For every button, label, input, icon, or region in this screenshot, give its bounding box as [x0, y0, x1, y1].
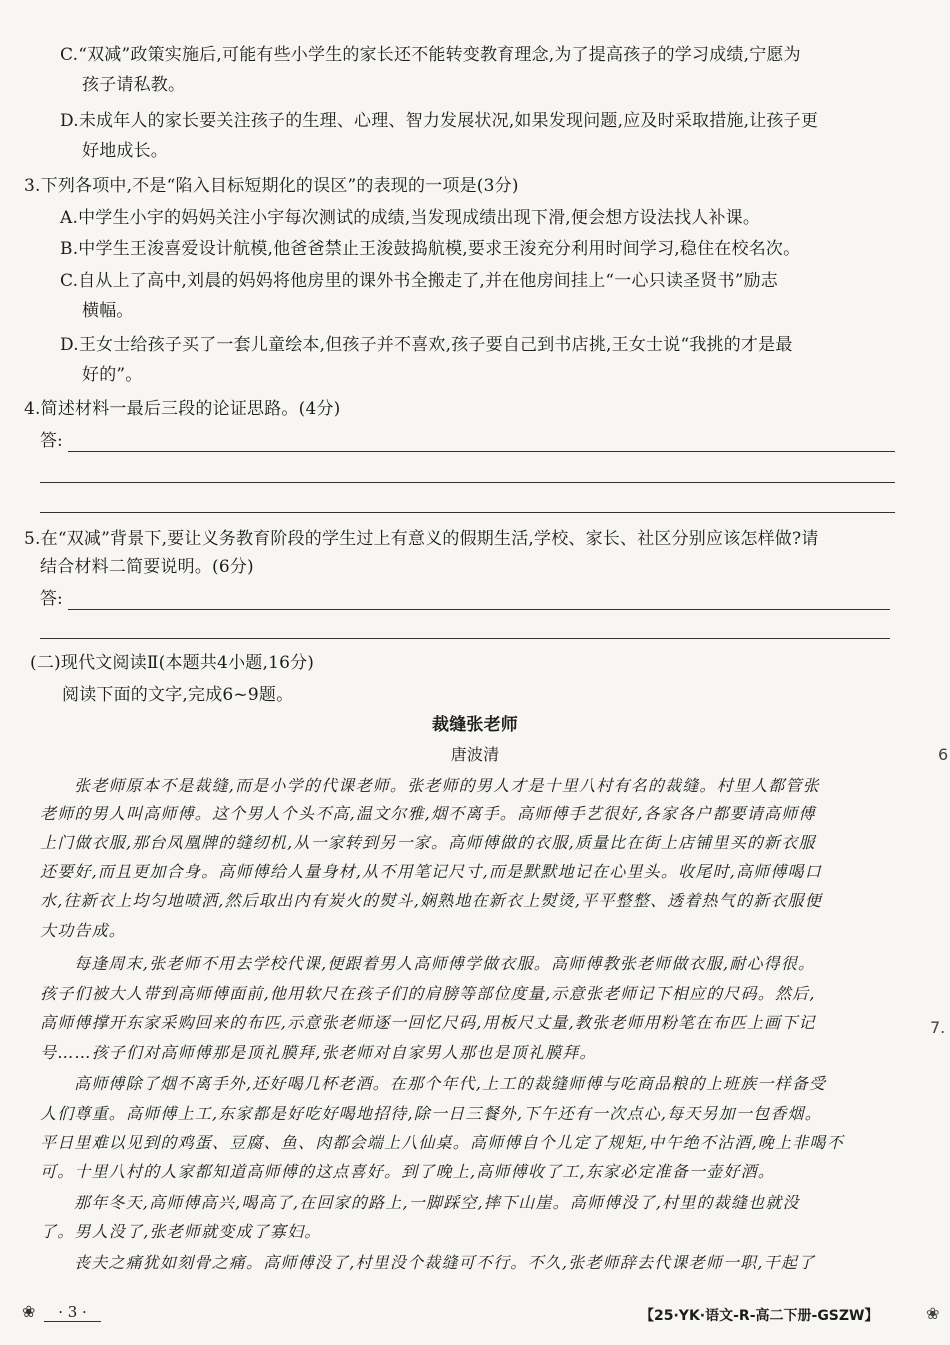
passage-line: 老师的男人叫高师傅。这个男人个头不高,温文尔雅,烟不离手。高师傅手艺很好,各家各户都要请高师傅: [40, 804, 816, 823]
flower-ornament-icon: ❀: [22, 1302, 36, 1321]
q5-stem-line2: 结合材料二简要说明。(6分): [40, 557, 254, 577]
flower-ornament-icon: ❀: [926, 1304, 940, 1323]
margin-mark-7: 7.: [930, 1018, 946, 1037]
passage-line: 丧夫之痛犹如刻骨之痛。高师傅没了,村里没个裁缝可不行。不久,张老师辞去代课老师一职,干起了: [74, 1253, 816, 1272]
q4-answer-label: 答:: [40, 431, 63, 451]
q3-option-a: A.中学生小宇的妈妈关注小宇每次测试的成绩,当发现成绩出现下滑,便会想方设法找人补课。: [60, 208, 761, 228]
section2-heading: (二)现代文阅读Ⅱ(本题共4小题,16分): [30, 653, 315, 673]
q2-option-d-line2: 好地成长。: [82, 141, 168, 161]
q4-answer-line-2: [40, 482, 895, 483]
q2-option-d-line1: D.未成年人的家长要关注孩子的生理、心理、智力发展状况,如果发现问题,应及时采取措施,让孩子更: [60, 111, 819, 131]
passage-line: 平日里难以见到的鸡蛋、豆腐、鱼、肉都会端上八仙桌。高师傅自个儿定了规矩,中午绝不沾酒,晚上非喝不: [40, 1133, 844, 1152]
passage-line: 每逢周末,张老师不用去学校代课,便跟着男人高师傅学做衣服。高师傅教张老师做衣服,耐心得很。: [74, 954, 816, 973]
passage-line: 孩子们被大人带到高师傅面前,他用软尺在孩子们的肩膀等部位度量,示意张老师记下相应的尺码。然后,: [40, 984, 816, 1003]
margin-mark-6: 6: [938, 745, 949, 764]
passage-line: 水,往新衣上均匀地喷洒,然后取出内有炭火的熨斗,娴熟地在新衣上熨烫,平平整整、透着热气的新衣服便: [40, 891, 822, 910]
passage-line: 高师傅除了烟不离手外,还好喝几杯老酒。在那个年代,上工的裁缝师傅与吃商品粮的上班族一样备受: [74, 1074, 827, 1093]
q3-option-b: B.中学生王浚喜爱设计航模,他爸爸禁止王浚鼓捣航模,要求王浚充分利用时间学习,稳住在校名次。: [60, 239, 801, 259]
q2-option-c-line1: C.“双减”政策实施后,可能有些小学生的家长还不能转变教育理念,为了提高孩子的学习成绩,宁愿为: [60, 45, 801, 65]
q5-answer-area[interactable]: [40, 588, 890, 610]
q3-stem: 3.下列各项中,不是“陷入目标短期化的误区”的表现的一项是(3分): [24, 176, 519, 196]
q2-option-c-line2: 孩子请私教。: [82, 75, 186, 95]
q4-answer-line-1: [68, 451, 895, 452]
page-number: 3: [67, 1303, 78, 1321]
q3-option-d-line1: D.王女士给孩子买了一套儿童绘本,但孩子并不喜欢,孩子要自己到书店挑,王女士说“我挑的才是最: [60, 335, 793, 355]
q3-option-d-line2: 好的”。: [82, 365, 143, 385]
q5-answer-line-1: [68, 609, 890, 610]
passage-line: 可。十里八村的人家都知道高师傅的这点喜好。到了晚上,高师傅收了工,东家必定准备一壶好酒。: [40, 1162, 775, 1181]
page-footer-code: 【25·YK·语文-R-高二下册-GSZW】: [640, 1308, 879, 1324]
q4-answer-line-3: [40, 512, 895, 513]
passage-line: 人们尊重。高师傅上工,东家都是好吃好喝地招待,除一日三餐外,下午还有一次点心,每天另加一包香烟。: [40, 1104, 822, 1123]
passage-line: 大功告成。: [40, 921, 127, 940]
section2-instruction: 阅读下面的文字,完成6~9题。: [62, 685, 294, 705]
page-footer-left: ❀ · 3 ·: [22, 1302, 101, 1322]
q5-answer-line-2: [40, 638, 890, 639]
q5-answer-label: 答:: [40, 589, 63, 609]
passage-author: 唐波清: [450, 745, 500, 764]
passage-line: 了。男人没了,张老师就变成了寡妇。: [40, 1222, 322, 1241]
passage-line: 那年冬天,高师傅高兴,喝高了,在回家的路上,一脚踩空,摔下山崖。高师傅没了,村里的裁缝也就没: [74, 1193, 800, 1212]
q5-stem-line1: 5.在“双减”背景下,要让义务教育阶段的学生过上有意义的假期生活,学校、家长、社区分别应该怎样做?请: [24, 529, 819, 549]
passage-line: 张老师原本不是裁缝,而是小学的代课老师。张老师的男人才是十里八村有名的裁缝。村里人都管张: [74, 776, 820, 795]
passage-title: 裁缝张老师: [432, 715, 518, 735]
passage-line: 上门做衣服,那台凤凰牌的缝纫机,从一家转到另一家。高师傅做的衣服,质量比在街上店铺里买的新衣服: [40, 833, 816, 852]
q4-answer-area[interactable]: [40, 430, 895, 452]
q4-stem: 4.简述材料一最后三段的论证思路。(4分): [24, 399, 341, 419]
passage-line: 高师傅撑开东家采购回来的布匹,示意张老师逐一回忆尺码,用板尺丈量,教张老师用粉笔在布匹上画下记: [40, 1013, 816, 1032]
passage-line: 还要好,而且更加合身。高师傅给人量身材,从不用笔记尺寸,而是默默地记在心里头。收尾时,高师傅喝口: [40, 862, 822, 881]
q3-option-c-line2: 横幅。: [82, 301, 134, 321]
passage-line: 号……孩子们对高师傅那是顶礼膜拜,张老师对自家男人那也是顶礼膜拜。: [40, 1043, 597, 1062]
q3-option-c-line1: C.自从上了高中,刘晨的妈妈将他房里的课外书全搬走了,并在他房间挂上“一心只读圣贤书”励志: [60, 271, 778, 291]
